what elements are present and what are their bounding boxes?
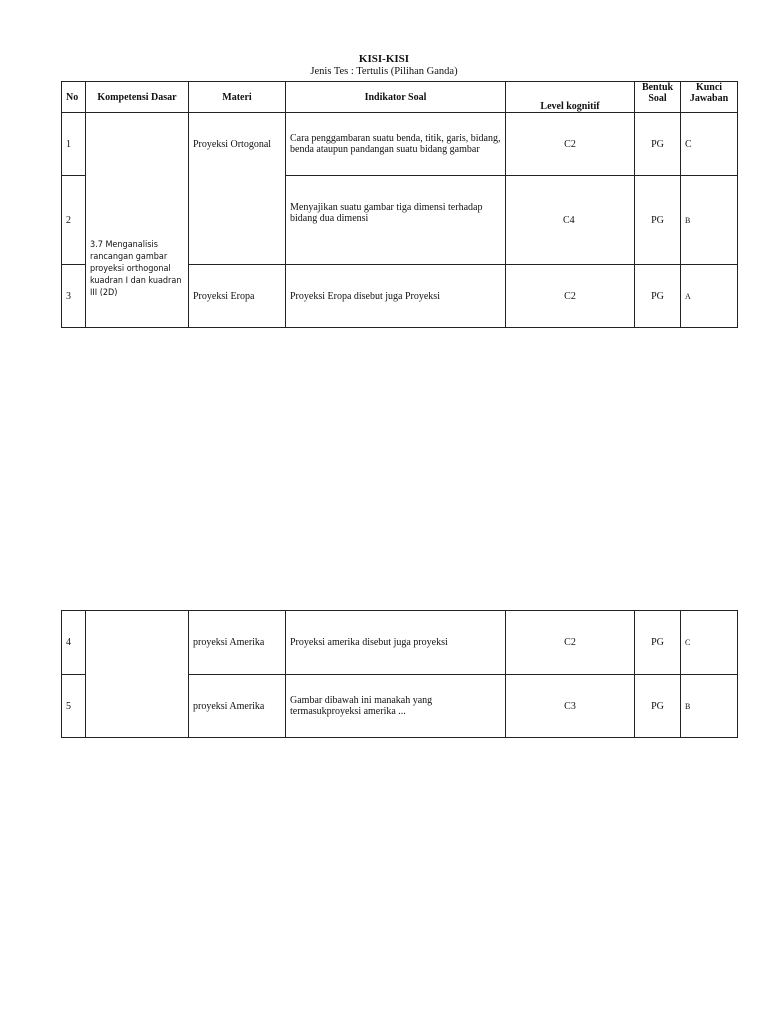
- cell-no: 5: [62, 675, 86, 738]
- cell-no: 1: [62, 113, 86, 176]
- cell-kunci: C: [681, 113, 738, 176]
- cell-materi: proyeksi Amerika: [189, 611, 286, 675]
- cell-level: C2: [506, 113, 635, 176]
- cell-level: C4: [506, 176, 635, 265]
- table-header-row: [62, 82, 738, 113]
- header-level-kognitif: Level kognitif: [506, 82, 635, 113]
- cell-kunci: B: [681, 176, 738, 265]
- cell-indikator: Gambar dibawah ini manakah yang termasukproyeksi amerika ...: [286, 675, 506, 738]
- header-bentuk-soal: Bentuk Soal: [635, 82, 681, 113]
- cell-materi: proyeksi Amerika: [189, 675, 286, 738]
- cell-kompetensi-dasar: 3.7 Menganalisis rancangan gambar proyeksi orthogonal kuadran I dan kuadran III (2D): [86, 113, 189, 328]
- cell-indikator: Proyeksi Eropa disebut juga Proyeksi: [286, 265, 506, 328]
- cell-kompetensi-dasar-empty: [86, 611, 189, 738]
- cell-materi: Proyeksi Eropa: [189, 265, 286, 328]
- header-kunci-jawaban: Kunci Jawaban: [681, 82, 738, 113]
- table-row: [62, 113, 738, 176]
- header-kompetensi-dasar: Kompetensi Dasar: [86, 82, 189, 113]
- cell-level: C2: [506, 265, 635, 328]
- document-subtitle: Jenis Tes : Tertulis (Pilihan Ganda): [310, 66, 458, 77]
- table-row: [62, 611, 738, 675]
- cell-no: 2: [62, 176, 86, 265]
- cell-bentuk: PG: [635, 611, 681, 675]
- cell-bentuk: PG: [635, 675, 681, 738]
- cell-kunci: C: [681, 611, 738, 675]
- cell-bentuk: PG: [635, 176, 681, 265]
- header-no: No: [62, 82, 86, 113]
- cell-indikator: Menyajikan suatu gambar tiga dimensi terhadap bidang dua dimensi: [286, 176, 506, 265]
- header-indikator-soal: Indikator Soal: [286, 82, 506, 113]
- cell-indikator: Cara penggambaran suatu benda, titik, garis, bidang, benda ataupun pandangan suatu bidang gambar: [286, 113, 506, 176]
- cell-level: C3: [506, 675, 635, 738]
- cell-bentuk: PG: [635, 113, 681, 176]
- cell-no: 4: [62, 611, 86, 675]
- cell-indikator: Proyeksi amerika disebut juga proyeksi: [286, 611, 506, 675]
- cell-level: C2: [506, 611, 635, 675]
- cell-bentuk: PG: [635, 265, 681, 328]
- cell-materi: Proyeksi Ortogonal: [189, 113, 286, 265]
- kisi-kisi-table: [61, 81, 738, 328]
- document-title: KISI-KISI: [358, 53, 410, 65]
- cell-kunci: A: [681, 265, 738, 328]
- kisi-kisi-table-continued: [61, 610, 738, 738]
- header-materi: Materi: [189, 82, 286, 113]
- cell-kunci: B: [681, 675, 738, 738]
- cell-no: 3: [62, 265, 86, 328]
